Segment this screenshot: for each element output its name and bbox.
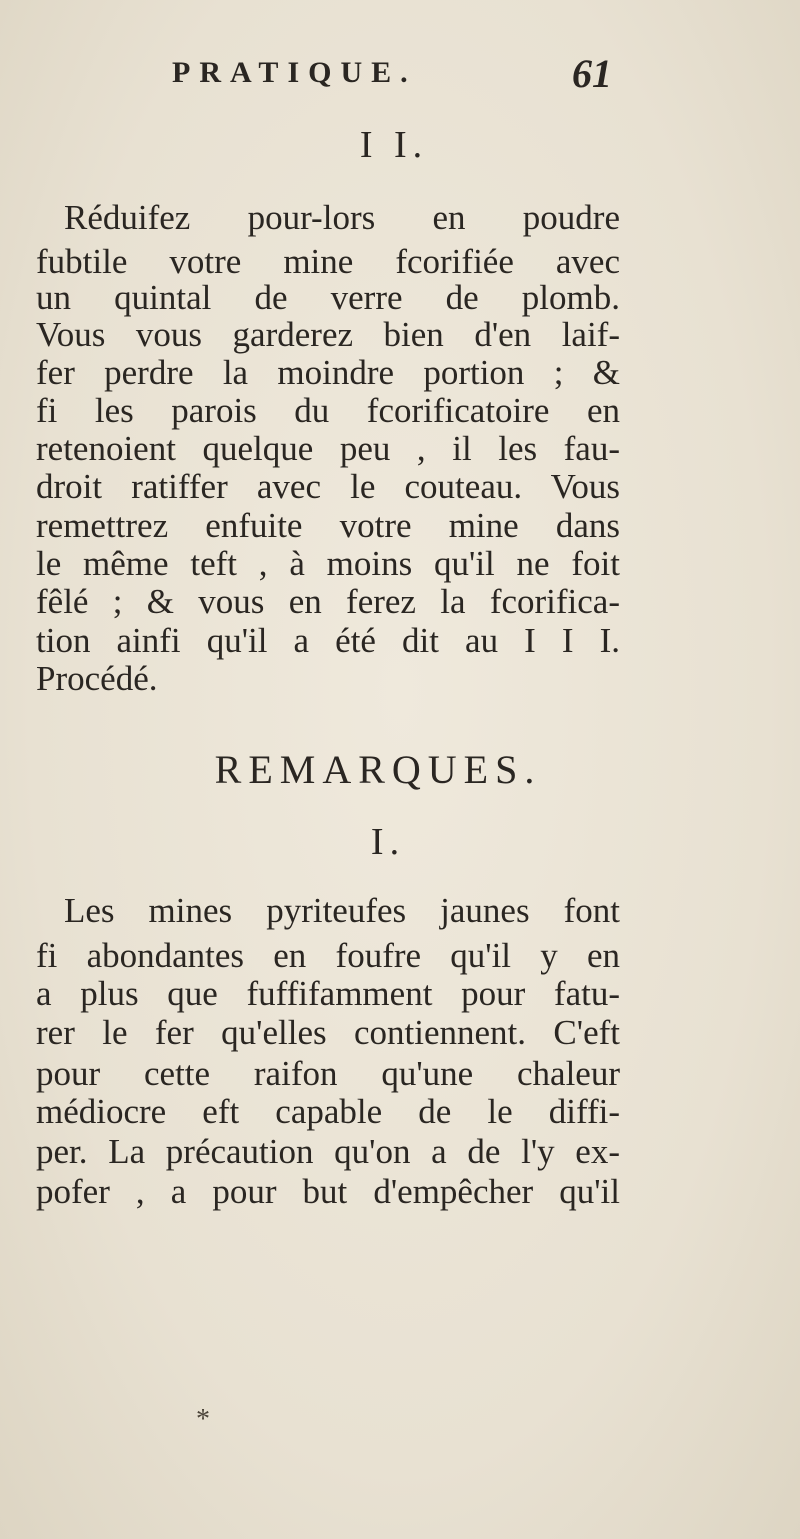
text-line: fi abondantes en foufre qu'il y en xyxy=(36,936,620,975)
text-line: a plus que fuffifamment pour fatu- xyxy=(36,974,620,1013)
text-line: Les mines pyriteufes jaunes font xyxy=(64,891,620,930)
remarques-subheading-i: I. xyxy=(370,821,406,863)
text-line: un quintal de verre de plomb. xyxy=(36,278,620,317)
text-line: droit ratiffer avec le couteau. Vous xyxy=(36,467,620,506)
text-line: pour cette raifon qu'une chaleur xyxy=(36,1054,620,1093)
text-line: rer le fer qu'elles contiennent. C'eft xyxy=(36,1013,620,1052)
text-line: fubtile votre mine fcorifiée avec xyxy=(36,242,620,281)
text-line: Réduifez pour-lors en poudre xyxy=(64,198,620,237)
text-line: fer perdre la moindre portion ; & xyxy=(36,353,620,392)
signature-mark: * xyxy=(196,1404,210,1435)
text-line: le même teft , à moins qu'il ne foit xyxy=(36,544,620,583)
running-title: PRATIQUE. xyxy=(172,56,417,89)
page-number: 61 xyxy=(572,51,612,96)
text-line: tion ainfi qu'il a été dit au I I I. xyxy=(36,621,620,660)
text-line: retenoient quelque peu , il les fau- xyxy=(36,429,620,468)
text-line: remettrez enfuite votre mine dans xyxy=(36,506,620,545)
text-line: Procédé. xyxy=(36,659,158,698)
text-line: pofer , a pour but d'empêcher qu'il xyxy=(36,1172,620,1211)
text-line: fi les parois du fcorificatoire en xyxy=(36,391,620,430)
remarques-heading: REMARQUES. xyxy=(214,747,542,792)
section-heading-ii: I I. xyxy=(359,124,429,166)
text-line: médiocre eft capable de le diffi- xyxy=(36,1092,620,1131)
text-line: Vous vous garderez bien d'en laif- xyxy=(36,315,620,354)
page-header xyxy=(172,50,612,106)
text-line: fêlé ; & vous en ferez la fcorifica- xyxy=(36,582,620,621)
text-line: per. La précaution qu'on a de l'y ex- xyxy=(36,1132,620,1171)
